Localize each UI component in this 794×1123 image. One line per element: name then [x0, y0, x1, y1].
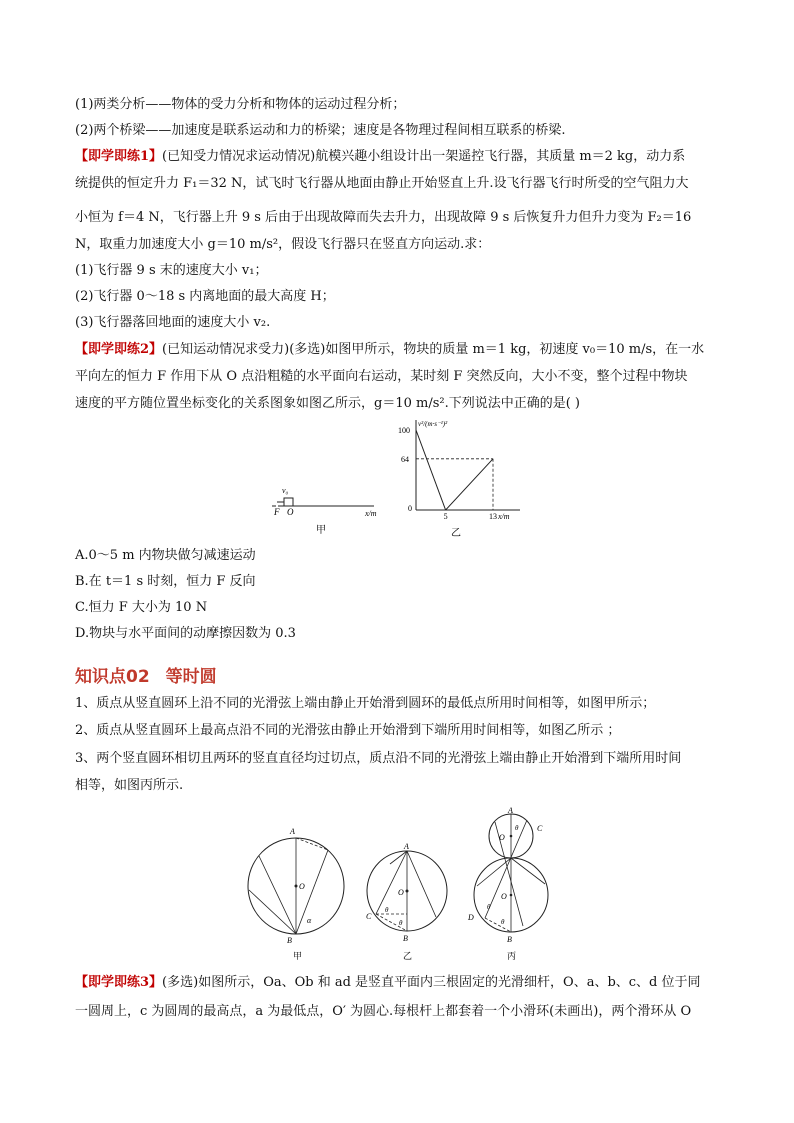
- practice1-q2: (2)飞行器 0～18 s 内离地面的最大高度 H；: [75, 289, 335, 304]
- practice3-line-1: [75, 974, 701, 992]
- block-icon: [284, 498, 293, 506]
- v0-label: v₀: [282, 486, 289, 495]
- section-heading: [75, 662, 217, 687]
- label-alpha: α: [307, 916, 312, 925]
- y-tick-64: 64: [401, 454, 409, 464]
- chord-3: [390, 851, 407, 864]
- label-b: B: [507, 935, 512, 944]
- figure-jia-block: [268, 480, 388, 536]
- circle-figure-jia: [242, 820, 352, 964]
- circle-figure-bing: [465, 806, 555, 964]
- section-number: 知识点02: [75, 667, 150, 687]
- practice1-text: (已知受力情况求运动情况)航模兴趣小组设计出一架遥控飞行器，其质量 m＝2 kg，动力系: [162, 149, 686, 164]
- practice2-tag: 【即学即练2】: [75, 342, 163, 357]
- label-o: O: [398, 888, 404, 897]
- practice1-line-3: 小恒为 f＝4 N，飞行器上升 9 s 后由于出现故障而失去升力，出现故障 9 s 后恢复升力但升力变为 F₂＝16: [75, 210, 692, 225]
- label-theta-1: θ: [385, 906, 389, 914]
- label-d: D: [468, 913, 474, 922]
- practice1-tag: 【即学即练1】: [75, 149, 163, 164]
- chord-2: [485, 820, 527, 918]
- rule-3-cont: 相等，如图丙所示.: [75, 778, 184, 793]
- rule-3: 3、两个竖直圆环相切且两环的竖直直径均过切点，质点沿不同的光滑弦上端由静止开始滑到下端所用时间: [75, 751, 682, 766]
- label-b: B: [287, 936, 292, 945]
- circle-bing-caption: 丙: [507, 951, 517, 961]
- center-dot: [295, 885, 298, 888]
- origin-label: O: [287, 507, 294, 517]
- origin-zero: 0: [408, 504, 412, 513]
- label-o: O: [299, 882, 305, 891]
- label-theta-large-2: θ: [501, 918, 505, 926]
- dashed-chord: [296, 838, 328, 850]
- label-theta-small: θ: [515, 824, 519, 832]
- circle-figure-yi: [362, 840, 452, 964]
- practice2-line-2: 平向左的恒力 F 作用下从 O 点沿粗糙的水平面向右运动，某时刻 F 突然反向，大小不变，整个过程中物块: [75, 369, 688, 384]
- rule-2: 2、质点从竖直圆环上最高点沿不同的光滑弦由静止开始滑到下端所用时间相等，如图乙所示 ；: [75, 723, 621, 738]
- figure-yi-caption: 乙: [451, 528, 461, 538]
- x-axis-label: x/m: [365, 509, 377, 518]
- practice1-line-4: N，取重力加速度大小 g＝10 m/s²，假设飞行器只在竖直方向运动.求：: [75, 237, 491, 252]
- practice3-text: (多选)如图所示，Oa、Ob 和 ad 是竖直平面内三根固定的光滑细杆，O、a、b、c、d 位于同: [162, 975, 701, 990]
- label-a: A: [508, 806, 513, 815]
- x-tick-13: 13: [489, 512, 497, 521]
- label-c: C: [366, 912, 372, 921]
- label-theta-2: θ: [399, 919, 403, 927]
- circle-yi-caption: 乙: [403, 951, 413, 961]
- center-dot: [406, 890, 409, 893]
- practice3-line-2: 一圆周上，c 为圆周的最高点，a 为最低点，O′ 为圆心.每根杆上都套着一个小滑环(未画出)，两个滑环从 O: [75, 1004, 692, 1019]
- force-label: F: [274, 507, 280, 517]
- label-o-small: O: [499, 833, 505, 842]
- chord-3: [296, 850, 328, 934]
- label-theta-large-1: θ: [487, 903, 491, 911]
- practice1-q3: (3)飞行器落回地面的速度大小 v₂.: [75, 315, 271, 330]
- series-segment-accel: [446, 459, 493, 510]
- circle-jia-caption: 甲: [293, 951, 303, 961]
- intro-line-1: (1)两类分析——物体的受力分析和物体的运动过程分析；: [75, 97, 406, 112]
- label-a: A: [290, 827, 295, 836]
- figure-yi-chart: [388, 418, 528, 538]
- y-axis-title: v²/(m·s⁻¹)²: [418, 420, 448, 428]
- option-c: C.恒力 F 大小为 10 N: [75, 600, 208, 615]
- rule-1: 1、质点从竖直圆环上沿不同的光滑弦上端由静止开始滑到圆环的最低点所用时间相等，如图甲所示；: [75, 696, 656, 711]
- practice2-line-1: [75, 341, 704, 359]
- label-b: B: [403, 934, 408, 943]
- large-center-dot: [510, 894, 513, 897]
- section-title: 等时圆: [165, 667, 217, 687]
- figure-jia-caption: 甲: [316, 525, 326, 536]
- small-center-dot: [510, 835, 513, 838]
- option-b: B.在 t＝1 s 时刻，恒力 F 反向: [75, 574, 256, 589]
- practice2-text: (已知运动情况求受力)(多选)如图甲所示，物块的质量 m＝1 kg，初速度 v₀＝10 m/s，在一水: [162, 342, 705, 357]
- label-c: C: [537, 824, 543, 833]
- intro-line-2: (2)两个桥梁——加速度是联系运动和力的桥梁；速度是各物理过程间相互联系的桥梁.: [75, 123, 566, 138]
- practice1-line-2: 统提供的恒定升力 F₁＝32 N，试飞时飞行器从地面由静止开始竖直上升.设飞行器飞行时所受的空气阻力大: [75, 176, 689, 191]
- chord-2: [407, 851, 436, 917]
- practice1-q1: (1)飞行器 9 s 末的速度大小 v₁；: [75, 263, 268, 278]
- x-tick-5: 5: [443, 512, 448, 521]
- practice3-tag: 【即学即练3】: [75, 975, 163, 990]
- series-segment-decel: [416, 430, 446, 510]
- label-a: A: [404, 842, 409, 851]
- y-tick-100: 100: [398, 426, 410, 435]
- practice2-line-3: 速度的平方随位置坐标变化的关系图象如图乙所示，g＝10 m/s².下列说法中正确的是( ): [75, 396, 580, 411]
- option-d: D.物块与水平面间的动摩擦因数为 0.3: [75, 626, 296, 641]
- option-a: A.0～5 m 内物块做匀减速运动: [75, 548, 256, 563]
- label-o-large: O: [501, 892, 507, 901]
- x-axis-title: x/m: [498, 512, 510, 521]
- practice1-line-1: [75, 148, 685, 166]
